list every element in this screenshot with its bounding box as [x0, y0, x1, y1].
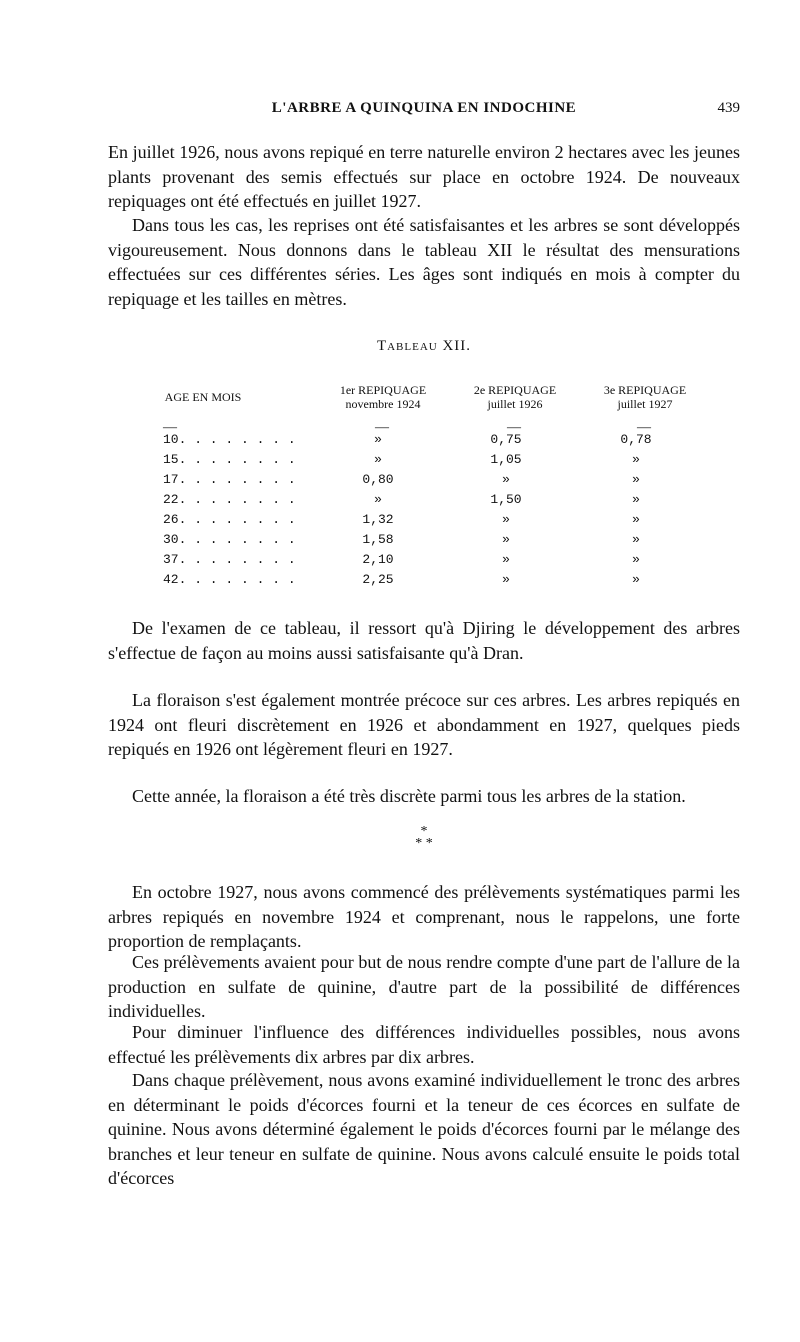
cell-repiquage-3: » — [632, 472, 640, 487]
header-repiquage-1 — [318, 383, 448, 411]
paragraph-examen-individuel: Dans chaque prélèvement, nous avons examiné individuellement le tronc des arbres en déterminant le poids d'écorces fourni et la teneur de ces écorces en sulfate de quinine. Nous avons déterminé également le poids d'écorces fourni par le mélange des branches et leur teneur en sulfate de quinine. Nous avons calculé ensuite le poids total d'écorces — [108, 1070, 740, 1189]
paragraph-floraison: La floraison s'est également montrée précoce sur ces arbres. Les arbres repiqués en 1924 ont fleuri discrètement en 1926 et abondamment en 1927, quelques pieds repiqués en 1926 ont légèrement fleuri en 1927. — [108, 690, 740, 760]
cell-repiquage-3: » — [632, 532, 640, 547]
header-repiquage-1-title: 1er REPIQUAGE — [339, 383, 427, 397]
table-row — [163, 452, 703, 472]
asterism-bottom: * * — [415, 836, 433, 851]
table-row — [163, 472, 703, 492]
cell-repiquage-1: » — [374, 432, 382, 447]
cell-repiquage-2: 1,05 — [490, 452, 522, 467]
table-row — [163, 492, 703, 512]
cell-age: 37. . . . . . . . — [163, 552, 296, 567]
asterism-separator — [108, 826, 740, 850]
header-repiquage-1-date: novembre 1924 — [345, 397, 421, 411]
cell-age: 42. . . . . . . . — [163, 572, 296, 587]
cell-repiquage-2: 1,50 — [490, 492, 522, 507]
cell-repiquage-3: 0,78 — [620, 432, 652, 447]
cell-repiquage-3: » — [632, 572, 640, 587]
cell-age: 26. . . . . . . . — [163, 512, 296, 527]
header-age: AGE EN MOIS — [164, 390, 242, 404]
paragraph-diminuer: Pour diminuer l'influence des différences individuelles possibles, nous avons effectué les prélèvements dix arbres par dix arbres. — [108, 1022, 740, 1067]
cell-repiquage-3: » — [632, 492, 640, 507]
table-row — [163, 532, 703, 552]
page-header — [108, 100, 740, 124]
cell-repiquage-2: » — [502, 472, 510, 487]
header-dash: — — [507, 420, 521, 435]
running-title: L'ARBRE A QUINQUINA EN INDOCHINE — [271, 100, 577, 116]
cell-repiquage-2: » — [502, 552, 510, 567]
cell-repiquage-1: 1,58 — [362, 532, 394, 547]
paragraph-cette-annee: Cette année, la floraison a été très discrète parmi tous les arbres de la station. — [132, 786, 686, 806]
paragraph-reprises: Dans tous les cas, les reprises ont été satisfaisantes et les arbres se sont développés vigoureusement. Nous donnons dans le tableau XII le résultat des mensurations effectuées sur ces différentes séries. Les âges sont indiqués en mois à compter du repiquage et les tailles en mètres. — [108, 215, 740, 309]
header-repiquage-3 — [580, 383, 710, 411]
cell-repiquage-1: 1,32 — [362, 512, 394, 527]
table-caption: Tableau XII. — [376, 338, 472, 354]
paragraph-examen: De l'examen de ce tableau, il ressort qu'à Djiring le développement des arbres s'effectue de façon au moins aussi satisfaisante qu'à Dran. — [108, 618, 740, 663]
cell-age: 30. . . . . . . . — [163, 532, 296, 547]
paragraph-prelevements: En octobre 1927, nous avons commencé des prélèvements systématiques parmi les arbres repiqués en novembre 1924 et comprenant, nous le rappelons, une forte proportion de remplaçants. — [108, 882, 740, 952]
paragraph-but: Ces prélèvements avaient pour but de nous rendre compte d'une part de l'allure de la production en sulfate de quinine, d'autre part de la possibilité de différences individuelles. — [108, 952, 740, 1022]
header-dash: — — [163, 420, 177, 435]
table-row — [163, 432, 703, 452]
cell-age: 22. . . . . . . . — [163, 492, 296, 507]
asterism-top: * — [420, 824, 428, 839]
header-repiquage-3-date: juillet 1927 — [617, 397, 673, 411]
cell-age: 10. . . . . . . . — [163, 432, 296, 447]
header-dash: — — [637, 420, 651, 435]
cell-repiquage-1: 2,10 — [362, 552, 394, 567]
header-repiquage-2-date: juillet 1926 — [487, 397, 543, 411]
cell-repiquage-2: » — [502, 532, 510, 547]
paragraph-repiquage: En juillet 1926, nous avons repiqué en terre naturelle environ 2 hectares avec les jeunes plants provenant des semis effectués sur place en octobre 1924. De nouveaux repiquages ont été effectués en juillet 1927. — [108, 142, 740, 212]
header-dash: — — [375, 420, 389, 435]
cell-age: 17. . . . . . . . — [163, 472, 296, 487]
cell-repiquage-3: » — [632, 512, 640, 527]
cell-repiquage-1: » — [374, 452, 382, 467]
table-row — [163, 572, 703, 592]
cell-repiquage-1: 0,80 — [362, 472, 394, 487]
cell-repiquage-2: » — [502, 512, 510, 527]
header-repiquage-2 — [450, 383, 580, 411]
cell-repiquage-2: 0,75 — [490, 432, 522, 447]
cell-repiquage-3: » — [632, 552, 640, 567]
header-repiquage-3-title: 3e REPIQUAGE — [603, 383, 687, 397]
cell-repiquage-2: » — [502, 572, 510, 587]
table-row — [163, 552, 703, 572]
cell-repiquage-3: » — [632, 452, 640, 467]
cell-repiquage-1: » — [374, 492, 382, 507]
header-repiquage-2-title: 2e REPIQUAGE — [473, 383, 557, 397]
cell-age: 15. . . . . . . . — [163, 452, 296, 467]
cell-repiquage-1: 2,25 — [362, 572, 394, 587]
table-row — [163, 512, 703, 532]
page-number: 439 — [717, 100, 740, 116]
